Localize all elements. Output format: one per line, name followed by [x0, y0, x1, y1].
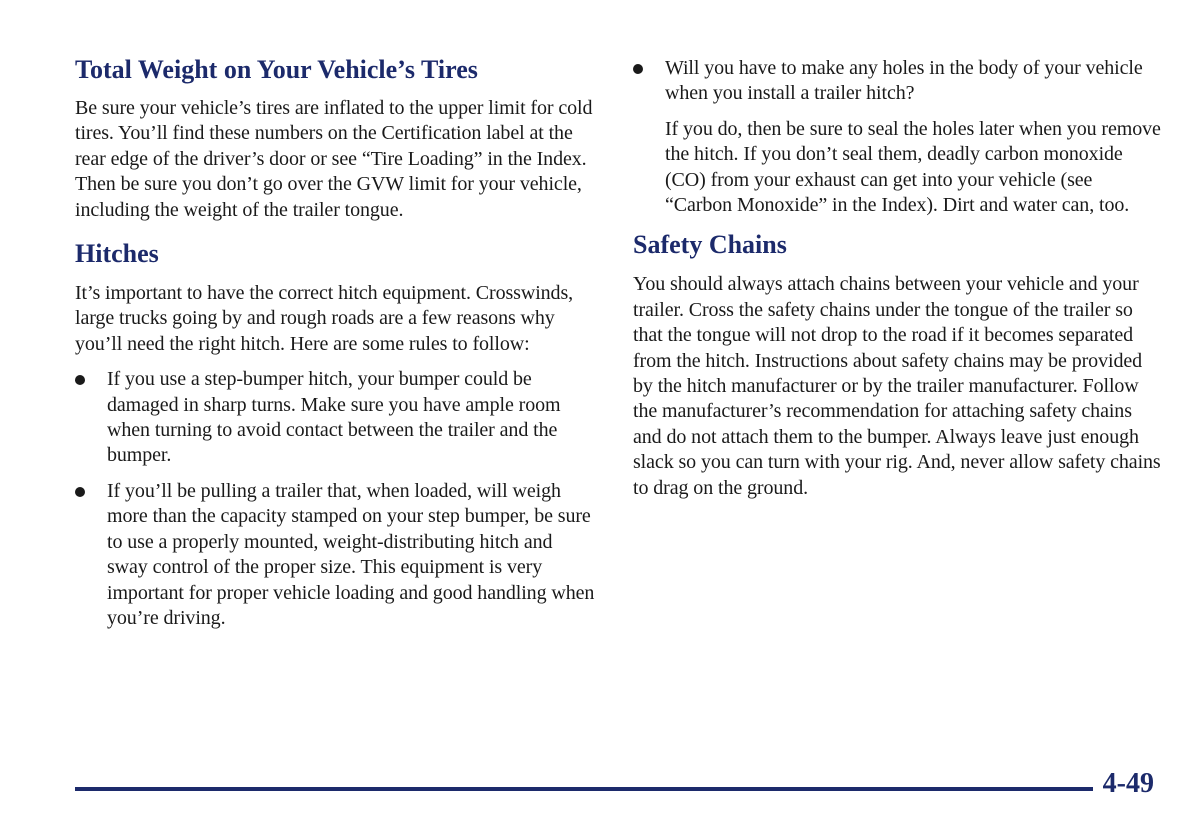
- paragraph-safety-chains: You should always attach chains between your vehicle and your trailer. Cross the safety chains under the tongue of the trailer so that the tongue will not drop to the road if it becomes separated from the hitch. Instructions about safety chains may be provided by the hitch manufacturer or by the trailer manufacturer. Follow the manufacturer’s recommendation for attaching safety chains and do not attach them to the bumper. Always leave just enough slack so you can turn with your rig. And, never allow safety chains to drag on the ground.: [633, 273, 1161, 499]
- paragraph-total-weight: Be sure your vehicle’s tires are inflated to the upper limit for cold tires. You’ll find these numbers on the Certification label at the rear edge of the driver’s door or see “Tire Loading” in the Index. Then be sure you don’t go over the GVW limit for your vehicle, including the weight of the trailer tongue.: [75, 97, 593, 221]
- heading-total-weight: Total Weight on Your Vehicle’s Tires: [75, 55, 478, 84]
- bullet-holes-followup: If you do, then be sure to seal the holes later when you remove the hitch. If you don’t seal them, deadly carbon monoxide (CO) from your exhaust can get into your vehicle (see “Carbon Monoxide” in the Index). Dirt and water can, too.: [665, 117, 1161, 217]
- heading-safety-chains: Safety Chains: [633, 230, 787, 260]
- page-number: 4-49: [1102, 768, 1154, 799]
- paragraph-hitches: It’s important to have the correct hitch equipment. Crosswinds, large trucks going by and rough roads are a few reasons why you’ll need the right hitch. Here are some rules to follow:: [75, 282, 574, 355]
- bullet-dot-icon: [75, 375, 85, 385]
- bullet-holes: [633, 56, 1163, 218]
- footer-rule: [75, 787, 1093, 791]
- heading-hitches: Hitches: [75, 239, 159, 269]
- bullet-step-bumper: [75, 367, 595, 469]
- bullet-holes-text: Will you have to make any holes in the body of your vehicle when you install a trailer hitch?: [665, 57, 1143, 105]
- right-column: [633, 0, 1163, 501]
- bullet-weight-distributing: [75, 479, 595, 631]
- bullet-dot-icon: [633, 64, 643, 74]
- left-column: [75, 0, 595, 631]
- bullet-weight-distributing-text: If you’ll be pulling a trailer that, when loaded, will weigh more than the capacity stamped on your step bumper, be sure to use a properly mounted, weight-distributing hitch and sway control of the proper size. This equipment is very important for proper vehicle loading and good handling when you’re driving.: [107, 479, 595, 629]
- bullet-step-bumper-text: If you use a step-bumper hitch, your bumper could be damaged in sharp turns. Make sure you have ample room when turning to avoid contact between the trailer and the bumper.: [107, 368, 561, 467]
- bullet-dot-icon: [75, 487, 85, 497]
